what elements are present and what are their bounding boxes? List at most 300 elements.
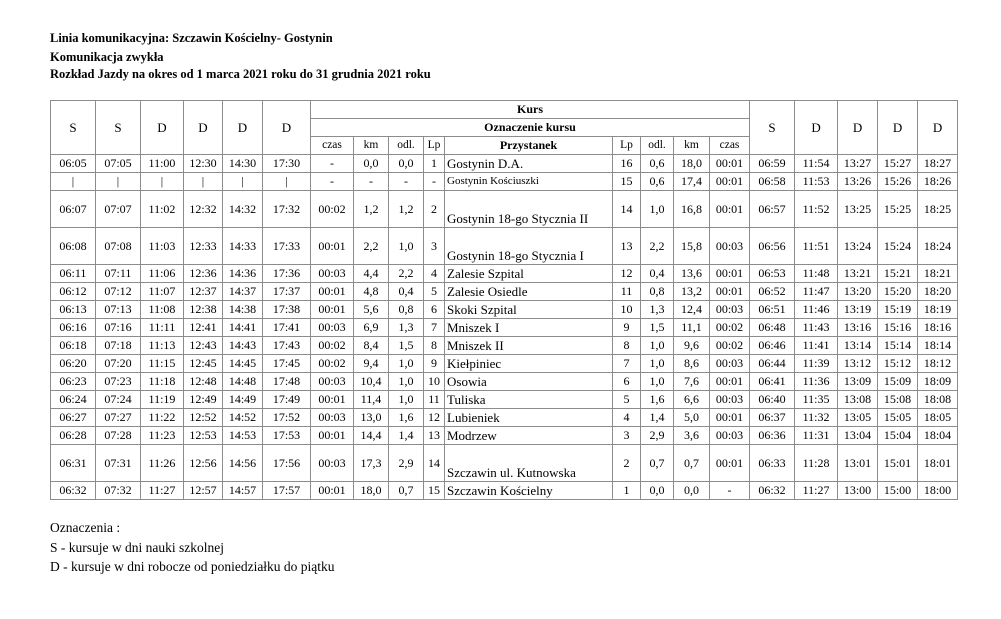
validity-period: Rozkład Jazdy na okres od 1 marca 2021 roku do 31 grudnia 2021 roku: [50, 67, 431, 81]
departure-time: 17:37: [263, 283, 311, 301]
departure-time: 07:24: [96, 391, 141, 409]
departure-time: 18:24: [918, 228, 958, 265]
departure-time: 06:28: [51, 427, 96, 445]
departure-time: 13:08: [838, 391, 878, 409]
departure-time: 06:32: [750, 482, 795, 500]
departure-time: 15:14: [878, 337, 918, 355]
departure-time: 17:30: [263, 155, 311, 173]
right-course-mark: D: [918, 101, 958, 155]
departure-time: 07:18: [96, 337, 141, 355]
departure-time: 11:00: [141, 155, 184, 173]
departure-time: 12:41: [184, 319, 223, 337]
departure-time: 11:18: [141, 373, 184, 391]
segment-distance: 2,9: [641, 427, 674, 445]
timetable-body: [51, 155, 958, 500]
stop-number: 9: [424, 355, 445, 373]
departure-time: 14:56: [223, 445, 263, 482]
segment-distance: 1,0: [389, 355, 424, 373]
distance-km: 4,4: [354, 265, 389, 283]
distance-km: 2,2: [354, 228, 389, 265]
departure-time: 14:36: [223, 265, 263, 283]
departure-time: 06:53: [750, 265, 795, 283]
departure-time: |: [263, 173, 311, 191]
departure-time: 17:48: [263, 373, 311, 391]
stop-number: 9: [613, 319, 641, 337]
departure-time: 12:48: [184, 373, 223, 391]
departure-time: 13:21: [838, 265, 878, 283]
departure-time: 14:33: [223, 228, 263, 265]
stop-number: 4: [613, 409, 641, 427]
distance-km: 7,6: [674, 373, 710, 391]
departure-time: 11:35: [795, 391, 838, 409]
departure-time: 06:56: [750, 228, 795, 265]
departure-time: 11:22: [141, 409, 184, 427]
travel-time: 00:01: [311, 391, 354, 409]
travel-time: -: [710, 482, 750, 500]
departure-time: 13:25: [838, 191, 878, 228]
departure-time: 15:00: [878, 482, 918, 500]
departure-time: 17:33: [263, 228, 311, 265]
stop-number: 11: [613, 283, 641, 301]
departure-time: 11:51: [795, 228, 838, 265]
departure-time: 12:52: [184, 409, 223, 427]
departure-time: 11:06: [141, 265, 184, 283]
departure-time: 11:19: [141, 391, 184, 409]
departure-time: 17:43: [263, 337, 311, 355]
segment-distance: 1,5: [389, 337, 424, 355]
column-header-odl: odl.: [389, 137, 424, 155]
departure-time: 14:48: [223, 373, 263, 391]
right-course-mark: D: [795, 101, 838, 155]
departure-time: 07:23: [96, 373, 141, 391]
segment-distance: 1,0: [641, 191, 674, 228]
departure-time: 14:53: [223, 427, 263, 445]
departure-time: 11:54: [795, 155, 838, 173]
segment-distance: 1,6: [641, 391, 674, 409]
departure-time: 18:05: [918, 409, 958, 427]
departure-time: 07:08: [96, 228, 141, 265]
table-row: [51, 427, 958, 445]
segment-distance: 0,8: [389, 301, 424, 319]
stop-name: Szczawin Kościelny: [445, 482, 613, 500]
table-row: [51, 482, 958, 500]
departure-time: 14:30: [223, 155, 263, 173]
departure-time: 06:40: [750, 391, 795, 409]
departure-time: 17:49: [263, 391, 311, 409]
departure-time: 15:05: [878, 409, 918, 427]
travel-time: 00:03: [311, 265, 354, 283]
column-header-stop: Przystanek: [445, 137, 613, 155]
departure-time: 11:13: [141, 337, 184, 355]
departure-time: 07:27: [96, 409, 141, 427]
departure-time: 18:19: [918, 301, 958, 319]
departure-time: 13:05: [838, 409, 878, 427]
departure-time: 11:27: [795, 482, 838, 500]
left-course-mark: D: [263, 101, 311, 155]
departure-time: 11:41: [795, 337, 838, 355]
stop-number: 13: [613, 228, 641, 265]
stop-name: Gostynin Kościuszki: [445, 173, 613, 191]
departure-time: 18:08: [918, 391, 958, 409]
travel-time: 00:02: [311, 337, 354, 355]
travel-time: 00:03: [311, 373, 354, 391]
departure-time: 06:07: [51, 191, 96, 228]
travel-time: 00:01: [710, 155, 750, 173]
stop-number: 10: [424, 373, 445, 391]
column-header-lp: Lp: [613, 137, 641, 155]
stop-number: 1: [613, 482, 641, 500]
stop-name: Mniszek I: [445, 319, 613, 337]
distance-km: 13,0: [354, 409, 389, 427]
travel-time: 00:03: [311, 319, 354, 337]
distance-km: 10,4: [354, 373, 389, 391]
departure-time: 13:27: [838, 155, 878, 173]
departure-time: |: [184, 173, 223, 191]
table-row: [51, 337, 958, 355]
column-header-odl: odl.: [641, 137, 674, 155]
departure-time: 18:26: [918, 173, 958, 191]
departure-time: 18:00: [918, 482, 958, 500]
segment-distance: 0,4: [389, 283, 424, 301]
departure-time: 13:24: [838, 228, 878, 265]
departure-time: 06:52: [750, 283, 795, 301]
departure-time: 15:16: [878, 319, 918, 337]
travel-time: 00:03: [710, 355, 750, 373]
departure-time: 11:26: [141, 445, 184, 482]
departure-time: 17:56: [263, 445, 311, 482]
legend-d: D - kursuje w dni robocze od poniedziałku do piątku: [50, 559, 335, 574]
stop-name: Gostynin 18-go Stycznia II: [445, 191, 613, 228]
departure-time: 12:53: [184, 427, 223, 445]
segment-distance: 2,2: [641, 228, 674, 265]
stop-number: 4: [424, 265, 445, 283]
departure-time: 18:20: [918, 283, 958, 301]
departure-time: 11:46: [795, 301, 838, 319]
timetable-header: [51, 101, 958, 155]
stop-name: Lubieniek: [445, 409, 613, 427]
stop-number: 2: [424, 191, 445, 228]
stop-name: Kiełpiniec: [445, 355, 613, 373]
departure-time: 18:14: [918, 337, 958, 355]
departure-time: 18:04: [918, 427, 958, 445]
distance-km: 13,2: [674, 283, 710, 301]
segment-distance: 1,0: [641, 337, 674, 355]
segment-distance: 0,0: [641, 482, 674, 500]
travel-time: 00:01: [311, 427, 354, 445]
distance-km: 15,8: [674, 228, 710, 265]
departure-time: 15:25: [878, 191, 918, 228]
departure-time: 07:32: [96, 482, 141, 500]
departure-time: 17:57: [263, 482, 311, 500]
stop-name: Zalesie Szpital: [445, 265, 613, 283]
table-row: [51, 228, 958, 265]
departure-time: 14:37: [223, 283, 263, 301]
departure-time: 15:26: [878, 173, 918, 191]
distance-km: 0,0: [674, 482, 710, 500]
table-row: [51, 355, 958, 373]
departure-time: 06:20: [51, 355, 96, 373]
table-row: [51, 283, 958, 301]
travel-time: 00:01: [710, 445, 750, 482]
departure-time: 06:27: [51, 409, 96, 427]
travel-time: 00:02: [311, 355, 354, 373]
table-row: [51, 155, 958, 173]
travel-time: 00:03: [710, 301, 750, 319]
departure-time: 18:12: [918, 355, 958, 373]
distance-km: 8,4: [354, 337, 389, 355]
travel-time: 00:03: [710, 427, 750, 445]
distance-km: 5,0: [674, 409, 710, 427]
stop-number: 16: [613, 155, 641, 173]
travel-time: 00:01: [311, 482, 354, 500]
departure-time: 15:01: [878, 445, 918, 482]
departure-time: 14:45: [223, 355, 263, 373]
departure-time: 11:52: [795, 191, 838, 228]
departure-time: 14:38: [223, 301, 263, 319]
departure-time: 07:20: [96, 355, 141, 373]
stop-number: 12: [613, 265, 641, 283]
departure-time: 06:05: [51, 155, 96, 173]
table-row: [51, 319, 958, 337]
distance-km: 5,6: [354, 301, 389, 319]
left-course-mark: D: [184, 101, 223, 155]
departure-time: 11:07: [141, 283, 184, 301]
travel-time: 00:03: [311, 445, 354, 482]
departure-time: 17:45: [263, 355, 311, 373]
departure-time: 06:58: [750, 173, 795, 191]
departure-time: 06:44: [750, 355, 795, 373]
departure-time: 06:36: [750, 427, 795, 445]
travel-time: 00:01: [710, 265, 750, 283]
segment-distance: 1,4: [641, 409, 674, 427]
departure-time: 17:52: [263, 409, 311, 427]
segment-distance: 1,0: [389, 373, 424, 391]
departure-time: 11:28: [795, 445, 838, 482]
departure-time: 13:16: [838, 319, 878, 337]
timetable: [50, 100, 958, 500]
column-header-km: km: [674, 137, 710, 155]
distance-km: 3,6: [674, 427, 710, 445]
departure-time: 06:33: [750, 445, 795, 482]
departure-time: 18:25: [918, 191, 958, 228]
distance-km: 13,6: [674, 265, 710, 283]
segment-distance: 1,4: [389, 427, 424, 445]
departure-time: 15:19: [878, 301, 918, 319]
departure-time: 11:31: [795, 427, 838, 445]
departure-time: 12:49: [184, 391, 223, 409]
stop-number: 7: [424, 319, 445, 337]
departure-time: 11:36: [795, 373, 838, 391]
departure-time: 07:28: [96, 427, 141, 445]
segment-distance: 0,6: [641, 155, 674, 173]
column-header-czas: czas: [710, 137, 750, 155]
departure-time: 06:51: [750, 301, 795, 319]
departure-time: 13:12: [838, 355, 878, 373]
stop-number: 3: [613, 427, 641, 445]
table-row: [51, 409, 958, 427]
travel-time: 00:03: [710, 391, 750, 409]
travel-time: 00:01: [710, 409, 750, 427]
departure-time: 14:49: [223, 391, 263, 409]
departure-time: 12:36: [184, 265, 223, 283]
departure-time: 13:20: [838, 283, 878, 301]
departure-time: 07:16: [96, 319, 141, 337]
distance-km: 14,4: [354, 427, 389, 445]
segment-distance: -: [389, 173, 424, 191]
departure-time: 06:59: [750, 155, 795, 173]
distance-km: 17,4: [674, 173, 710, 191]
stop-number: 1: [424, 155, 445, 173]
departure-time: 12:32: [184, 191, 223, 228]
stop-number: 8: [424, 337, 445, 355]
stop-number: 5: [613, 391, 641, 409]
departure-time: 15:04: [878, 427, 918, 445]
departure-time: 06:57: [750, 191, 795, 228]
segment-distance: 0,0: [389, 155, 424, 173]
departure-time: 11:48: [795, 265, 838, 283]
stop-name: Szczawin ul. Kutnowska: [445, 445, 613, 482]
departure-time: 11:03: [141, 228, 184, 265]
departure-time: 17:53: [263, 427, 311, 445]
travel-time: 00:01: [710, 373, 750, 391]
table-row: [51, 301, 958, 319]
travel-time: -: [311, 155, 354, 173]
departure-time: 12:33: [184, 228, 223, 265]
departure-time: |: [51, 173, 96, 191]
departure-time: 14:43: [223, 337, 263, 355]
stop-number: 11: [424, 391, 445, 409]
segment-distance: 1,2: [389, 191, 424, 228]
stop-number: 6: [424, 301, 445, 319]
column-header-km: km: [354, 137, 389, 155]
table-row: [51, 391, 958, 409]
stop-number: 5: [424, 283, 445, 301]
stop-name: Tuliska: [445, 391, 613, 409]
stop-number: 15: [424, 482, 445, 500]
departure-time: 07:05: [96, 155, 141, 173]
distance-km: 0,0: [354, 155, 389, 173]
departure-time: 18:27: [918, 155, 958, 173]
departure-time: 14:57: [223, 482, 263, 500]
departure-time: 11:23: [141, 427, 184, 445]
segment-distance: 1,6: [389, 409, 424, 427]
stop-number: 8: [613, 337, 641, 355]
departure-time: 06:16: [51, 319, 96, 337]
departure-time: 07:31: [96, 445, 141, 482]
table-row: [51, 265, 958, 283]
departure-time: 12:45: [184, 355, 223, 373]
left-course-mark: S: [51, 101, 96, 155]
travel-time: 00:01: [710, 191, 750, 228]
segment-distance: 1,0: [641, 355, 674, 373]
distance-km: 1,2: [354, 191, 389, 228]
distance-km: 0,7: [674, 445, 710, 482]
travel-time: -: [311, 173, 354, 191]
left-course-mark: D: [223, 101, 263, 155]
column-header-lp: Lp: [424, 137, 445, 155]
departure-time: 13:14: [838, 337, 878, 355]
departure-time: 11:27: [141, 482, 184, 500]
table-row: [51, 173, 958, 191]
departure-time: 15:12: [878, 355, 918, 373]
segment-distance: 0,4: [641, 265, 674, 283]
departure-time: 06:32: [51, 482, 96, 500]
departure-time: 07:07: [96, 191, 141, 228]
segment-distance: 0,7: [389, 482, 424, 500]
course-label: Kurs: [311, 101, 750, 119]
departure-time: 12:30: [184, 155, 223, 173]
table-row: [51, 445, 958, 482]
departure-time: 13:09: [838, 373, 878, 391]
stop-number: 2: [613, 445, 641, 482]
departure-time: |: [141, 173, 184, 191]
stop-number: 14: [613, 191, 641, 228]
departure-time: 18:09: [918, 373, 958, 391]
right-course-mark: D: [838, 101, 878, 155]
departure-time: 14:41: [223, 319, 263, 337]
stop-number: 3: [424, 228, 445, 265]
stop-number: 14: [424, 445, 445, 482]
distance-km: 4,8: [354, 283, 389, 301]
departure-time: 06:11: [51, 265, 96, 283]
stop-number: 6: [613, 373, 641, 391]
departure-time: 13:00: [838, 482, 878, 500]
distance-km: 8,6: [674, 355, 710, 373]
segment-distance: 1,0: [389, 228, 424, 265]
departure-time: 06:08: [51, 228, 96, 265]
departure-time: 11:53: [795, 173, 838, 191]
departure-time: 11:15: [141, 355, 184, 373]
segment-distance: 0,8: [641, 283, 674, 301]
stop-name: Osowia: [445, 373, 613, 391]
stop-number: 13: [424, 427, 445, 445]
departure-time: 13:01: [838, 445, 878, 482]
departure-time: 17:36: [263, 265, 311, 283]
segment-distance: 2,2: [389, 265, 424, 283]
stop-name: Gostynin D.A.: [445, 155, 613, 173]
table-row: [51, 191, 958, 228]
travel-time: 00:01: [710, 173, 750, 191]
stop-name: Modrzew: [445, 427, 613, 445]
route-title: Linia komunikacyjna: Szczawin Kościelny- Gostynin: [50, 31, 333, 45]
segment-distance: 1,3: [389, 319, 424, 337]
departure-time: 17:32: [263, 191, 311, 228]
stop-number: -: [424, 173, 445, 191]
departure-time: 15:08: [878, 391, 918, 409]
departure-time: 11:43: [795, 319, 838, 337]
departure-time: 14:32: [223, 191, 263, 228]
departure-time: 17:38: [263, 301, 311, 319]
departure-time: 06:46: [750, 337, 795, 355]
departure-time: 18:16: [918, 319, 958, 337]
table-row: [51, 373, 958, 391]
course-marking-label: Oznaczenie kursu: [311, 119, 750, 137]
departure-time: 13:04: [838, 427, 878, 445]
segment-distance: 0,7: [641, 445, 674, 482]
travel-time: 00:03: [710, 228, 750, 265]
distance-km: 6,9: [354, 319, 389, 337]
departure-time: 12:56: [184, 445, 223, 482]
legend-s: S - kursuje w dni nauki szkolnej: [50, 540, 224, 555]
departure-time: 11:02: [141, 191, 184, 228]
departure-time: 06:48: [750, 319, 795, 337]
stop-name: Skoki Szpital: [445, 301, 613, 319]
departure-time: 06:18: [51, 337, 96, 355]
legend-title: Oznaczenia :: [50, 520, 121, 535]
departure-time: 07:13: [96, 301, 141, 319]
header-row-course: [51, 101, 958, 119]
departure-time: 11:08: [141, 301, 184, 319]
